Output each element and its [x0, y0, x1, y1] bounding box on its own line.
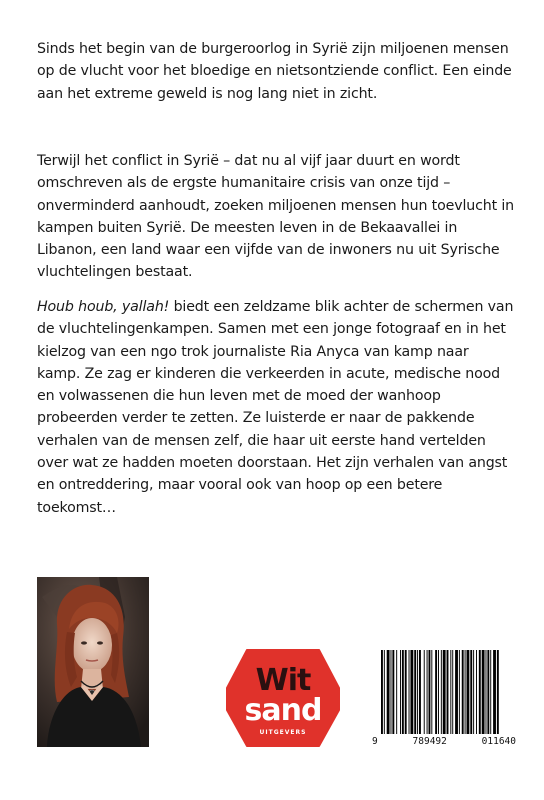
author-photo [37, 577, 149, 747]
barcode-bar [392, 650, 394, 736]
paragraph-intro [37, 38, 515, 105]
barcode-bar [479, 650, 481, 736]
paragraph-intro-text: Sinds het begin van de burgeroorlog in Syrië zijn miljoenen mensen op de vlucht voor het bloedige en nietsontziende conflict. Een einde aan het extreme geweld is nog lang niet in zicht. [37, 41, 512, 102]
paragraph-context-text: Terwijl het conflict in Syrië – dat nu al vijf jaar duurt en wordt omschreven als de ergste humanitaire crisis van onze tijd – onverminderd aanhoudt, zoeken miljoenen mensen hun toevlucht in kampen buiten Syrië. De meesten leven in de Bekaavallei in Libanon, een land waar een vijfde van de inwoners nu uit Syrische vluchtelingen bestaat. [37, 153, 514, 281]
barcode-bar [391, 650, 392, 736]
paragraph-context [37, 150, 515, 284]
barcode-bar [417, 650, 418, 736]
barcode-bar [486, 650, 487, 736]
barcode-bar [396, 650, 397, 736]
barcode-bar [424, 650, 425, 736]
barcode-digit-group1: 789492 [412, 736, 447, 747]
barcode-bar [476, 650, 477, 736]
barcode-bar [429, 650, 431, 736]
barcode-bar [405, 650, 407, 736]
barcode-bar [450, 650, 451, 736]
barcode-bar [409, 650, 410, 736]
barcode-bar [427, 650, 428, 736]
barcode-bar [431, 650, 432, 736]
barcode-bar [462, 650, 464, 736]
summary-body: biedt een zeldzame blik achter de schermen van de vluchtelingenkampen. Samen met een jonge fotograaf en in het kielzog van een ngo trok journaliste Ria Anyca van kamp naar kamp. Ze zag er kinderen die verkeerden in acute, medische nood en volwassenen die hun leven met de moed der wanhoop probeerden verder te zetten. Ze luisterde er naar de pakkende verhalen van de mensen zelf, die haar uit eerste hand vertelden over wat ze hadden moeten doorstaan. Het zijn verhalen van angst en ontreddering, maar vooral ook van hoop op een betere toekomst… [37, 299, 514, 516]
barcode-bar [482, 650, 485, 736]
barcode-bar [497, 650, 499, 736]
barcode-bar [470, 650, 472, 736]
barcode-bar [438, 650, 439, 736]
barcode-bar [384, 650, 385, 736]
paragraph-summary [37, 296, 515, 519]
barcode-bar [467, 650, 470, 736]
publisher-name-line2: sand [244, 693, 322, 728]
barcode-bar [487, 650, 489, 736]
barcode-digits [371, 734, 517, 747]
book-title: Houb houb, yallah! [37, 299, 170, 315]
barcode-digit-group2: 011640 [481, 736, 516, 747]
paragraph-summary-text [37, 296, 515, 519]
barcode-bar [443, 650, 446, 736]
publisher-logo [225, 648, 341, 748]
publisher-tagline: UITGEVERS [259, 729, 307, 736]
barcode-bar [381, 650, 383, 736]
barcode-bar [441, 650, 442, 736]
barcode-bar [387, 650, 390, 736]
publisher-name-line1: Wit [255, 663, 311, 698]
barcode-bar [490, 650, 491, 736]
barcode-bar [435, 650, 437, 736]
barcode-bar [455, 650, 458, 736]
isbn-barcode [371, 650, 517, 747]
barcode-bar [400, 650, 401, 736]
barcode-bar [410, 650, 413, 736]
barcode-bar [459, 650, 460, 736]
barcode-bar [493, 650, 496, 736]
barcode-bar [414, 650, 416, 736]
barcode-bar [402, 650, 404, 736]
barcode-bar [473, 650, 474, 736]
barcode-bar [419, 650, 421, 736]
barcode-digit-lead: 9 [372, 736, 378, 747]
barcode-bar [452, 650, 453, 736]
barcode-bar [465, 650, 466, 736]
barcode-bars [371, 650, 517, 736]
barcode-bar [447, 650, 449, 736]
